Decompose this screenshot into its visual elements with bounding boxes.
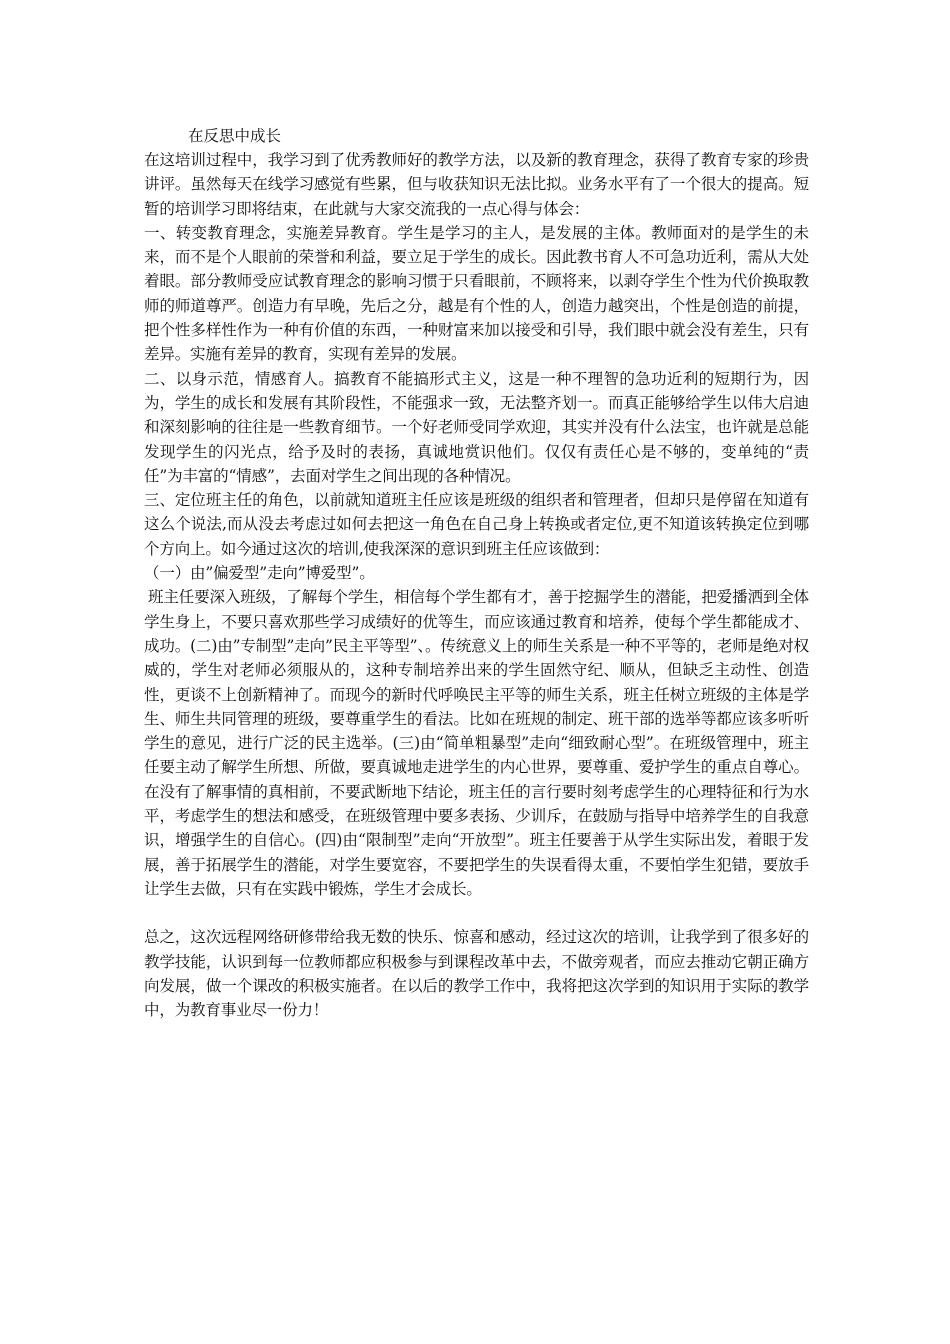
intro-paragraph: 在这培训过程中，我学习到了优秀教师好的教学方法，以及新的教育理念，获得了教育专家的珍贵讲评。虽然每天在线学习感觉有些累，但与收获知识无法比拟。业务水平有了一个很大的提高。短暂的培训学习即将结束，在此就与大家交流我的一点心得与体会： <box>144 151 809 218</box>
document-title: 在反思中成长 <box>188 127 282 145</box>
subsection-body-paragraph: 班主任要深入班级，了解每个学生，相信每个学生都有才，善于挖掘学生的潜能，把爱播洒到全体学生身上，不要只喜欢那些学习成绩好的优等生，而应该通过教育和培养，使每个学生都能成才、成功。(二)由”专制型”走向”民主平等型”、。传统意义上的师生关系是一种不平等的，老师是绝对权威的，学生对老师必须服从的，这种专制培养出来的学生固然守纪、顺从，但缺乏主动性、创造性，更谈不上创新精神了。而现今的新时代呼唤民主平等的师生关系，班主任树立班级的主体是学生、师生共同管理的班级，要尊重学生的看法。比如在班规的制定、班干部的选举等都应该多听听学生的意见，进行广泛的民主选举。(三)由“简单粗暴型”走向“细致耐心型”。在班级管理中，班主任要主动了解学生所想、所做，要真诚地走进学生的内心世界，要尊重、爱护学生的重点自尊心。在没有了解事情的真相前，不要武断地下结论，班主任的言行要时刻考虑学生的心理特征和行为水平，考虑学生的想法和感受，在班级管理中要多表扬、少训斥，在鼓励与指导中培养学生的自我意识，增强学生的自信心。(四)由“限制型”走向“开放型”。班主任要善于从学生实际出发，着眼于发展，善于拓展学生的潜能，对学生要宽容，不要把学生的失误看得太重，不要怕学生犯错，要放手让学生去做，只有在实践中锻炼，学生才会成长。 <box>144 588 809 898</box>
section-one-paragraph: 一、转变教育理念，实施差异教育。学生是学习的主人，是发展的主体。教师面对的是学生的未来，而不是个人眼前的荣誉和利益，要立足于学生的成长。因此教书育人不可急功近利，需从大处着眼。部分教师受应试教育理念的影响习惯于只看眼前，不顾将来，以剥夺学生个性为代价换取教师的师道尊严。创造力有早晚，先后之分，越是有个性的人，创造力越突出，个性是创造的前提，把个性多样性作为一种有价值的东西，一种财富来加以接受和引导，我们眼中就会没有差生，只有差异。实施有差异的教育，实现有差异的发展。 <box>144 223 809 364</box>
conclusion-paragraph: 总之，这次远程网络研修带给我无数的快乐、惊喜和感动，经过这次的培训，让我学到了很多好的教学技能，认识到每一位教师都应积极参与到课程改革中去，不做旁观者，而应去推动它朝正确方向发展，做一个课改的积极实施者。在以后的教学工作中，我将把这次学到的知识用于实际的教学中，为教育事业尽一份力！ <box>144 928 809 1020</box>
paragraph-gap <box>144 901 809 925</box>
document-page <box>144 124 809 1022</box>
section-three-paragraph: 三、定位班主任的角色，以前就知道班主任应该是班级的组织者和管理者，但却只是停留在知道有这么个说法,而从没去考虑过如何去把这一角色在自己身上转换或者定位,更不知道该转换定位到哪个方向上。如今通过这次的培训,使我深深的意识到班主任应该做到： <box>144 491 809 558</box>
subsection-heading: （一）由”偏爱型”走向”博爱型”。 <box>144 564 375 583</box>
section-two-paragraph: 二、以身示范，情感育人。搞教育不能搞形式主义，这是一种不理智的急功近利的短期行为，因为，学生的成长和发展有其阶段性，不能强求一致，无法整齐划一。而真正能够给学生以伟大启迪和深刻影响的往往是一些教育细节。一个好老师受同学欢迎，其实并没有什么法宝，也许就是总能发现学生的闪光点，给予及时的表扬，真诚地赏识他们。仅仅有责任心是不够的，变单纯的“责任”为丰富的“情感”，去面对学生之间出现的各种情况。 <box>144 369 809 485</box>
